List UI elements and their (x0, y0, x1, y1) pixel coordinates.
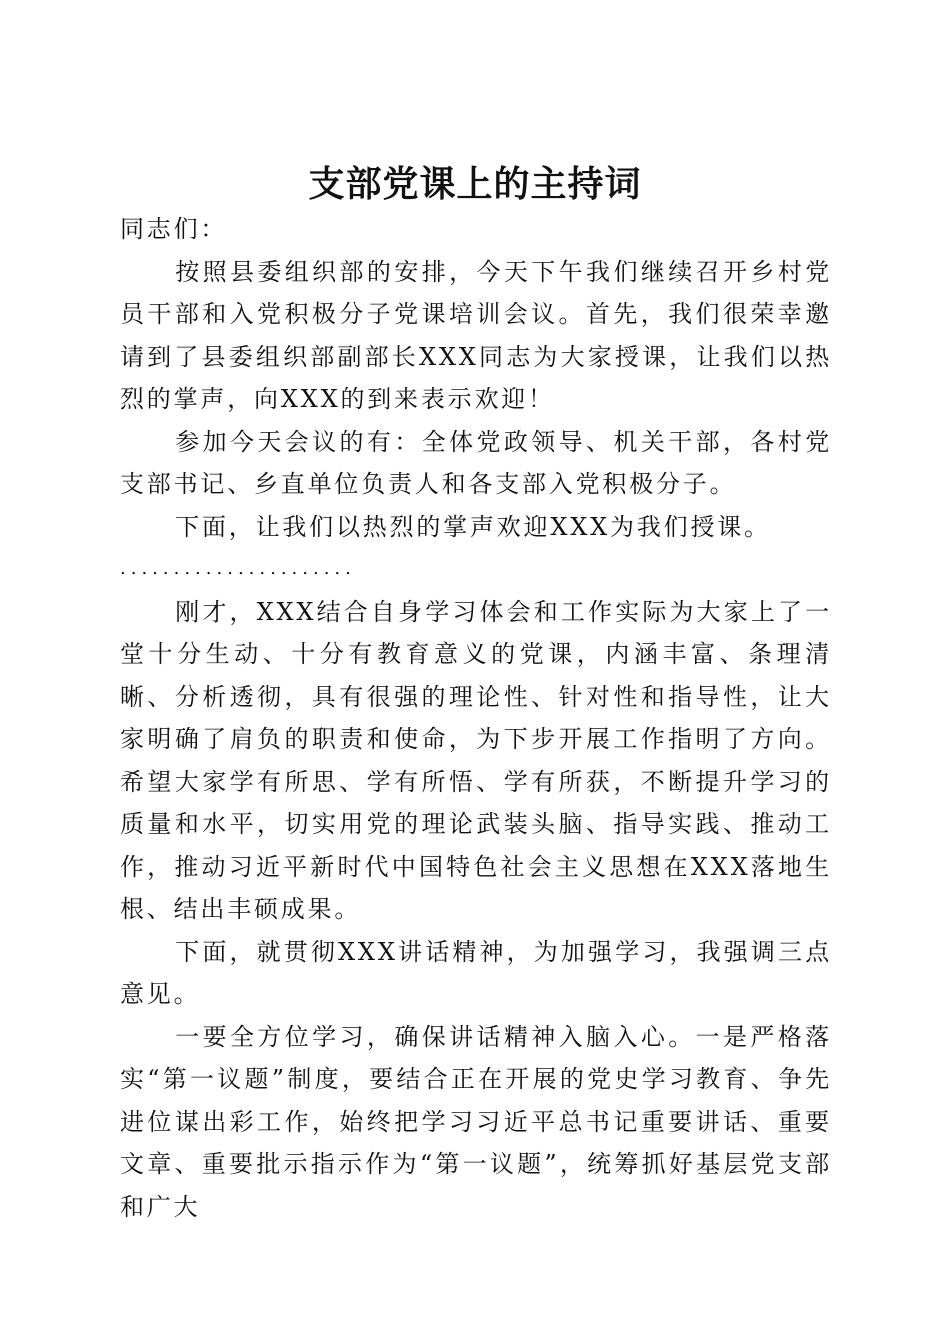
document-body (120, 208, 832, 1228)
ellipsis-line: ...................... (120, 558, 356, 579)
paragraph-attendees: 参加今天会议的有：全体党政领导、机关干部，各村党支部书记、乡直单位负责人和各支部入党积极分子。 (120, 427, 832, 498)
salutation: 同志们： (120, 215, 228, 243)
paragraph-point-one: 一要全方位学习，确保讲话精神入脑入心。一是严格落实“第一议题”制度，要结合正在开展的党史学习教育、争先进位谋出彩工作，始终把学习习近平总书记重要讲话、重要文章、重要批示指示作为“第一议题”，统筹抓好基层党支部和广大 (120, 1022, 832, 1221)
document-title: 支部党课上的主持词 (308, 163, 642, 206)
paragraph-welcome: 下面，让我们以热烈的掌声欢迎XXX为我们授课。 (175, 512, 771, 541)
paragraph-transition: 下面，就贯彻XXX讲话精神，为加强学习，我强调三点意见。 (120, 937, 832, 1008)
paragraph-summary: 刚才，XXX结合自身学习体会和工作实际为大家上了一堂十分生动、十分有教育意义的党课，内涵丰富、条理清晰、分析透彻，具有很强的理论性、针对性和指导性，让大家明确了肩负的职责和使命，为下步开展工作指明了方向。希望大家学有所思、学有所悟、学有所获，不断提升学习的质量和水平，切实用党的理论武装头脑、指导实践、推动工作，推动习近平新时代中国特色社会主义思想在XXX落地生根、结出丰硕成果。 (120, 597, 832, 923)
paragraph-invitation: 按照县委组织部的安排，今天下午我们继续召开乡村党员干部和入党积极分子党课培训会议。首先，我们很荣幸邀请到了县委组织部副部长XXX同志为大家授课，让我们以热烈的掌声，向XXX的到来表示欢迎！ (120, 257, 832, 413)
